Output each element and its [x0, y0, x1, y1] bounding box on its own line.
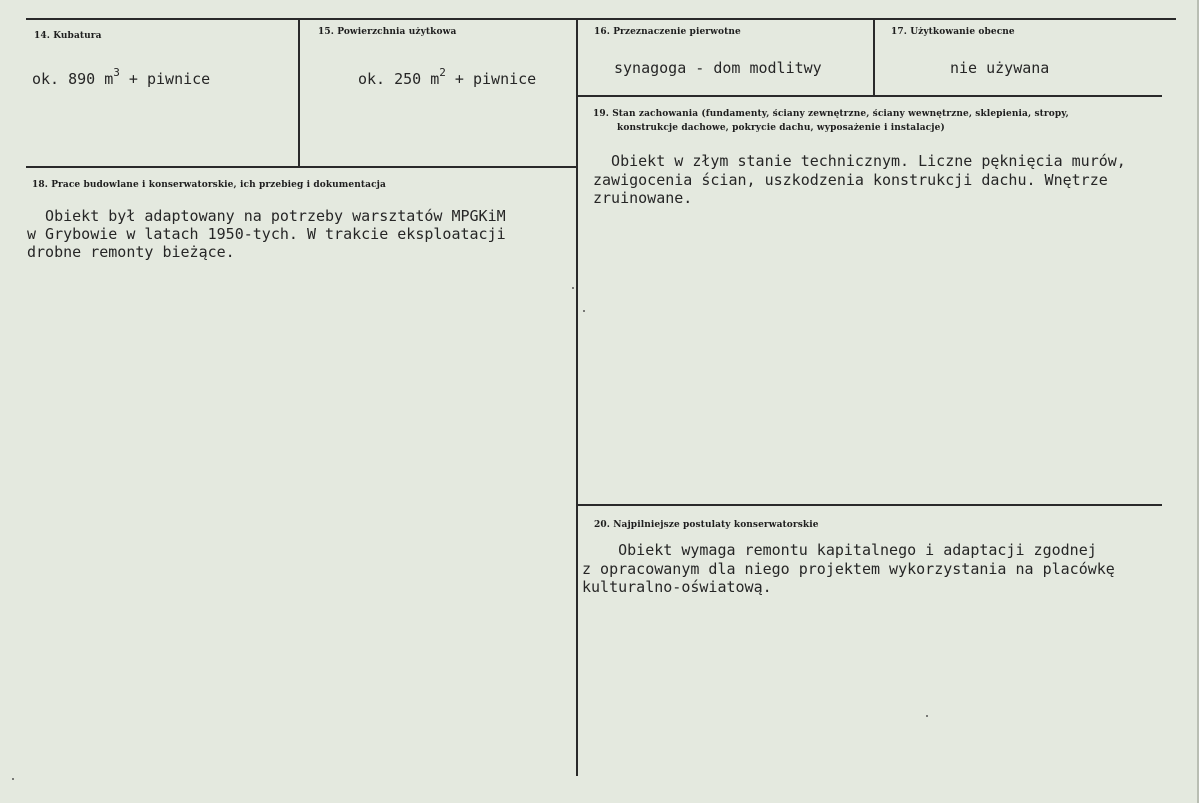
field-14-label: 14. Kubatura: [34, 31, 102, 41]
rule-under-14-15: [26, 166, 578, 168]
field-19-line-3: zruinowane.: [593, 189, 693, 207]
field-19-line-2: zawigocenia ścian, uszkodzenia konstrukcji dachu. Wnętrze: [593, 171, 1108, 189]
field-17-value: nie używana: [950, 59, 1050, 77]
rule-under-19: [578, 504, 1162, 506]
divider-16-17: [873, 18, 875, 96]
divider-left-right: [576, 18, 578, 776]
field-14-value: ok. 890 $m^3$ + piwnice: [32, 66, 211, 88]
speck: [926, 715, 928, 717]
field-20-line-3: kulturalno-oświatową.: [582, 578, 772, 596]
field-19-label-line-2: konstrukcje dachowe, pokrycie dachu, wyposażenie i instalacje): [617, 123, 945, 133]
field-18-line-3: drobne remonty bieżące.: [27, 243, 235, 261]
field-16-label: 16. Przeznaczenie pierwotne: [594, 27, 741, 37]
field-18-label: 18. Prace budowlane i konserwatorskie, ich przebieg i dokumentacja: [32, 180, 386, 190]
field-15-label: 15. Powierzchnia użytkowa: [318, 27, 457, 37]
top-rule: [26, 18, 1176, 20]
field-17-label: 17. Użytkowanie obecne: [891, 27, 1015, 37]
divider-14-15: [298, 18, 300, 166]
rule-under-16-17: [578, 95, 1162, 97]
speck: [572, 287, 574, 289]
speck: [12, 778, 14, 780]
field-15-value: ok. 250 $m^2$ + piwnice: [358, 66, 537, 88]
field-18-line-1: Obiekt był adaptowany na potrzeby warsztatów MPGKiM: [27, 207, 506, 225]
field-16-value: synagoga - dom modlitwy: [614, 59, 822, 77]
field-20-line-1: Obiekt wymaga remontu kapitalnego i adaptacji zgodnej: [582, 541, 1097, 559]
field-18-line-2: w Grybowie w latach 1950-tych. W trakcie eksploatacji: [27, 225, 506, 243]
field-19-label-line-1: 19. Stan zachowania (fundamenty, ściany zewnętrzne, ściany wewnętrzne, sklepienia, stropy,: [593, 109, 1069, 119]
speck: [583, 310, 585, 312]
field-20-line-2: z opracowanym dla niego projektem wykorzystania na placówkę: [582, 560, 1115, 578]
field-19-line-1: Obiekt w złym stanie technicznym. Liczne pęknięcia murów,: [593, 152, 1126, 170]
field-20-label: 20. Najpilniejsze postulaty konserwatorskie: [594, 520, 819, 530]
